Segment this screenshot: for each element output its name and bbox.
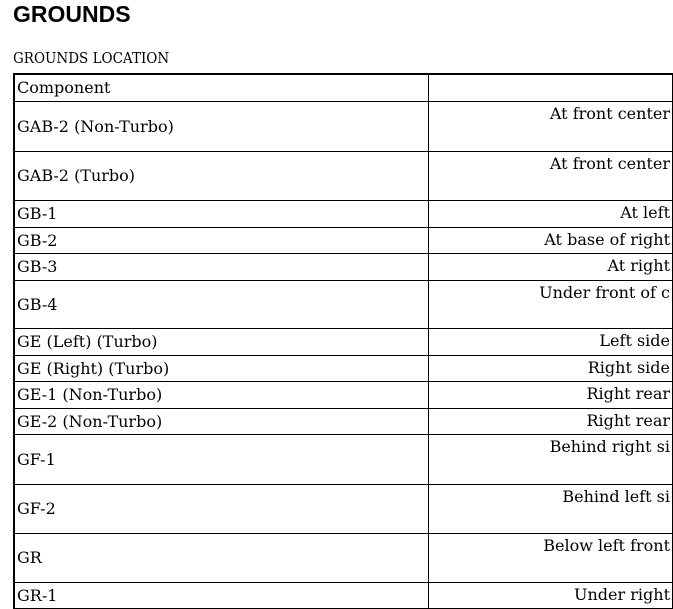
location-cell: At front center: [429, 151, 673, 200]
component-cell: GAB-2 (Non-Turbo): [14, 101, 429, 151]
location-cell: Under right: [429, 582, 673, 608]
table-row: [14, 280, 673, 328]
table-row: [14, 101, 673, 151]
table-row: [14, 328, 673, 355]
column-header-component: Component: [14, 74, 429, 101]
component-cell: GR-1: [14, 582, 429, 608]
location-cell: Right rear: [429, 408, 673, 434]
table-row: [14, 200, 673, 227]
component-cell: GF-1: [14, 434, 429, 484]
section-title: GROUNDS LOCATION: [13, 49, 170, 67]
table-header-row: [14, 74, 673, 101]
component-cell: GE-2 (Non-Turbo): [14, 408, 429, 434]
location-cell: At base of right: [429, 227, 673, 253]
table-row: [14, 227, 673, 253]
location-cell: At front center: [429, 101, 673, 151]
location-cell: Below left front: [429, 533, 673, 582]
component-cell: GE-1 (Non-Turbo): [14, 381, 429, 408]
grounds-location-table: [13, 73, 673, 609]
component-cell: GAB-2 (Turbo): [14, 151, 429, 200]
component-cell: GF-2: [14, 484, 429, 533]
table-row: [14, 381, 673, 408]
page-title: GROUNDS: [13, 1, 131, 27]
location-cell: Behind right si: [429, 434, 673, 484]
table-row: [14, 434, 673, 484]
component-cell: GR: [14, 533, 429, 582]
component-cell: GB-3: [14, 253, 429, 280]
component-cell: GB-2: [14, 227, 429, 253]
component-cell: GE (Left) (Turbo): [14, 328, 429, 355]
table-row: [14, 533, 673, 582]
location-cell: Under front of c: [429, 280, 673, 328]
location-cell: Left side: [429, 328, 673, 355]
location-cell: At left: [429, 200, 673, 227]
component-cell: GE (Right) (Turbo): [14, 355, 429, 381]
location-cell: Behind left si: [429, 484, 673, 533]
table-row: [14, 582, 673, 608]
table-row: [14, 355, 673, 381]
column-header-location: [429, 74, 673, 101]
table-row: [14, 151, 673, 200]
component-cell: GB-1: [14, 200, 429, 227]
location-cell: Right side: [429, 355, 673, 381]
component-cell: GB-4: [14, 280, 429, 328]
location-cell: Right rear: [429, 381, 673, 408]
table-row: [14, 484, 673, 533]
location-cell: At right: [429, 253, 673, 280]
table-row: [14, 408, 673, 434]
table-row: [14, 253, 673, 280]
